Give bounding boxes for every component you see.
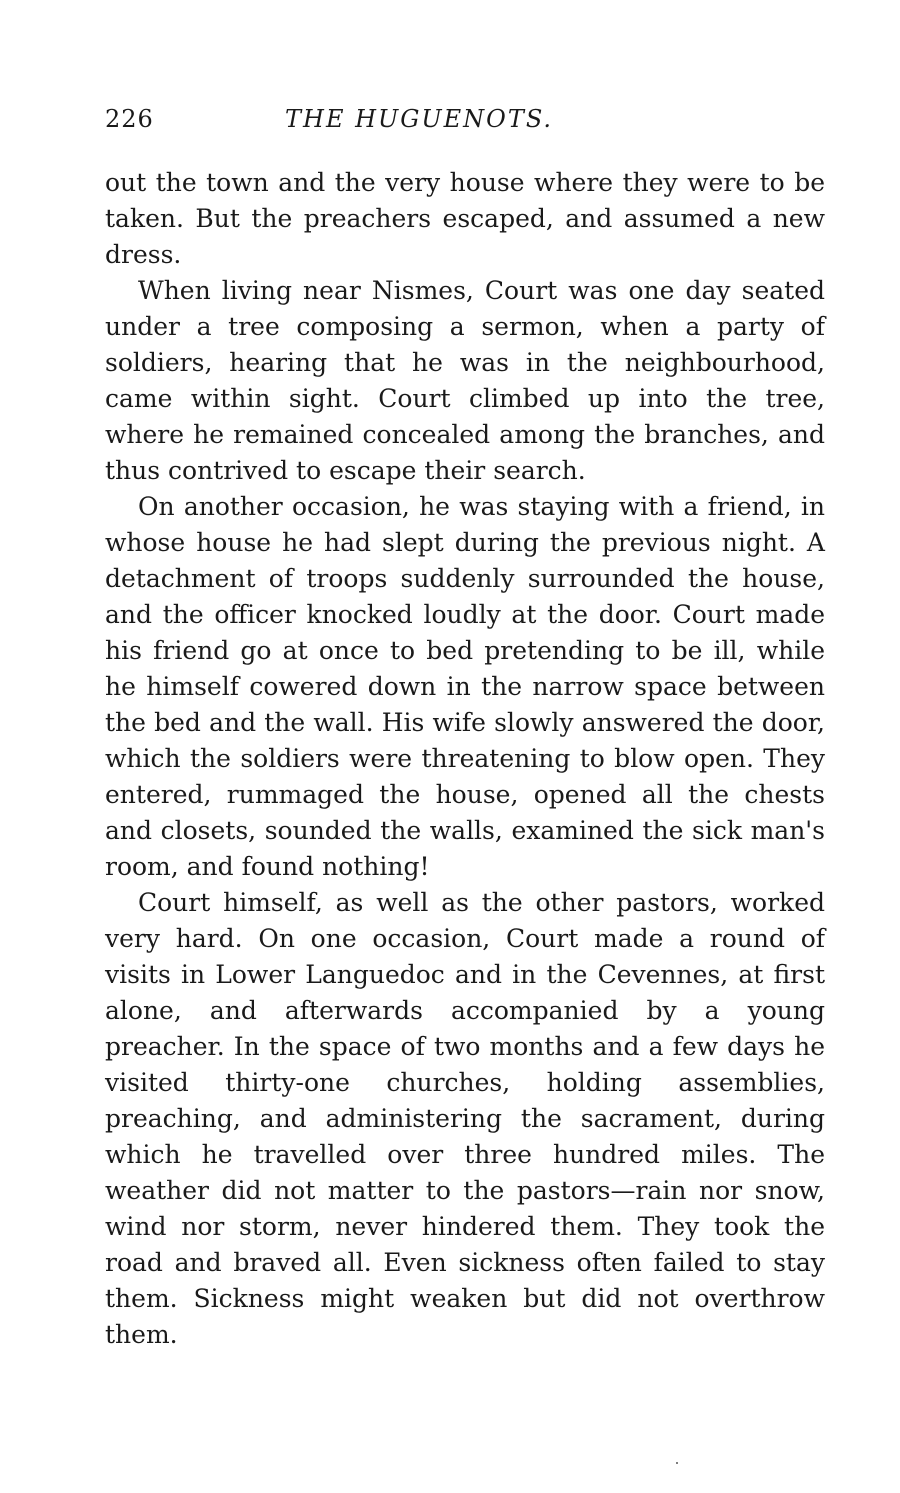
paragraph-continuation: out the town and the very house where they were to be taken. But the preachers escaped, and assumed a new dress. — [105, 168, 825, 269]
body-text — [105, 165, 825, 1353]
page-header — [105, 105, 825, 145]
print-speck — [676, 1462, 678, 1464]
running-title: THE HUGUENOTS. — [285, 105, 554, 133]
paragraph-pastors-work: Court himself, as well as the other pastors, worked very hard. On one occasion, Court made a round of visits in Lower Languedoc and in the Cevennes, at first alone, and afterwards accompanied by a young preacher. In the space of two months and a few days he visited thirty-one churches, holding assemblies, preaching, and administering the sacrament, during which he travelled over three hundred miles. The weather did not matter to the pastors—rain nor snow, wind nor storm, never hindered them. They took the road and braved all. Even sickness often failed to stay them. Sickness might weaken but did not overthrow them. — [105, 888, 825, 1349]
page-number: 226 — [105, 105, 154, 133]
paragraph-tree-escape: When living near Nismes, Court was one day seated under a tree composing a sermon, when a party of soldiers, hearing that he was in the neighbourhood, came within sight. Court climbed up into the tree, where he remained concealed among the branches, and thus contrived to escape their search. — [105, 276, 825, 485]
paragraph-friend-house: On another occasion, he was staying with a friend, in whose house he had slept during the previous night. A detachment of troops suddenly surrounded the house, and the officer knocked loudly at the door. Court made his friend go at once to bed pretending to be ill, while he himself cowered down in the narrow space between the bed and the wall. His wife slowly answered the door, which the soldiers were threatening to blow open. They entered, rummaged the house, opened all the chests and closets, sounded the walls, examined the sick man's room, and found nothing! — [105, 492, 825, 881]
